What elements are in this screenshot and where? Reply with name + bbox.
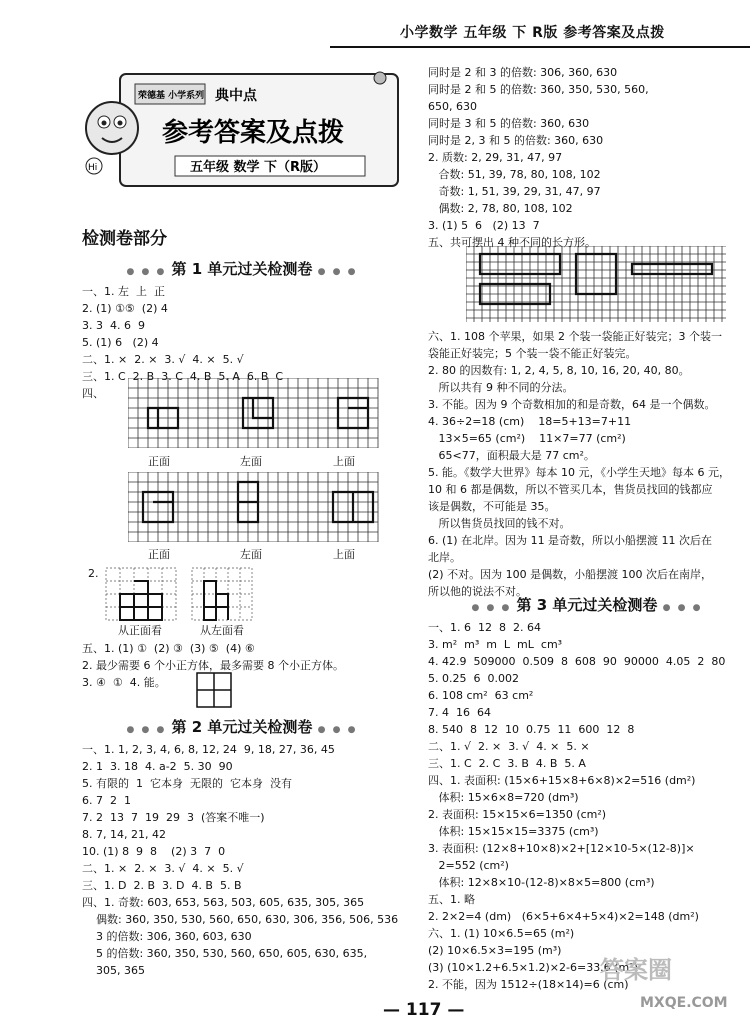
answer-line: 所以他的说法不对。	[428, 585, 527, 598]
right-mid	[428, 328, 746, 600]
answer-line: 二、1. √ 2. × 3. √ 4. × 5. ×	[428, 740, 590, 753]
answer-line: 2. 最少需要 6 个小正方体，最多需要 8 个小正方体。	[82, 659, 344, 672]
rectangles-grid	[466, 246, 734, 322]
answer-line: 三、1. C 2. B 3. C 4. B 5. A 6. B C	[82, 370, 284, 383]
answer-line: 北岸。	[428, 551, 461, 564]
answer-line: 袋能正好装完；5 个装一袋不能正好装完。	[428, 347, 637, 360]
view-label-top-2: 上面	[333, 548, 355, 561]
answer-line: 4. 42.9 509000 0.509 8 608 90 90000 4.05 2 80	[428, 655, 726, 668]
unit2-block	[82, 716, 402, 979]
answer-line: 合数: 51, 39, 78, 80, 108, 102	[428, 168, 601, 181]
view-label-left-2: 左面	[240, 548, 262, 561]
banner-title: 参考答案及点拨	[162, 118, 345, 148]
answer-line: 3. (1) 5 6 (2) 13 7	[428, 219, 540, 232]
answer-line: 偶数: 360, 350, 530, 560, 650, 630, 306, 356, 506, 536	[82, 913, 399, 926]
answer-line: 2. 1 3. 18 4. a-2 5. 30 90	[82, 760, 233, 773]
left-column	[82, 228, 402, 402]
answer-line: 2. 2×2=4 (dm) (6×5+6×4+5×4)×2=148 (dm²)	[428, 910, 699, 923]
answer-banner	[80, 66, 402, 192]
answer-line: 5 的倍数: 360, 350, 530, 560, 650, 605, 630, 635,	[82, 947, 368, 960]
answer-line: 6. 7 2 1	[82, 794, 131, 807]
answer-line: 650, 630	[428, 100, 477, 113]
view-label-top: 上面	[333, 455, 355, 468]
answer-line: 3 的倍数: 306, 360, 603, 630	[82, 930, 252, 943]
q2-view-front: 从正面看	[118, 624, 162, 637]
watermark-url: MXQE.COM	[640, 995, 728, 1011]
answer-line: 6. (1) 在北岸。因为 11 是奇数，所以小船摆渡 11 次后在	[428, 534, 713, 547]
answer-4-squares	[196, 672, 232, 708]
answer-line: 一、1. 左 上 正	[82, 285, 165, 298]
banner-subtitle: 五年级 数学 下（R版）	[190, 160, 327, 175]
answer-line: 一、1. 6 12 8 2. 64	[428, 621, 541, 634]
unit2-title: ● ● ● 第 2 单元过关检测卷 ● ● ●	[126, 718, 358, 736]
answer-line: (2) 10×6.5×3=195 (m³)	[428, 944, 562, 957]
answer-line: 2. 80 的因数有: 1, 2, 4, 5, 8, 10, 16, 20, 40, 80。	[428, 364, 690, 377]
answer-line: 五、共可摆出 4 种不同的长方形。	[428, 236, 596, 249]
answer-line: 六、1. 108 个苹果，如果 2 个装一袋能正好装完；3 个装一	[428, 330, 722, 343]
answer-line: 7. 4 16 64	[428, 706, 491, 719]
answer-line: 同时是 2, 3 和 5 的倍数: 360, 630	[428, 134, 604, 147]
answer-line: 305, 365	[82, 964, 145, 977]
right-top	[428, 64, 746, 251]
answer-line: 同时是 2 和 3 的倍数: 306, 360, 630	[428, 66, 618, 79]
q2-dotted-grids	[104, 566, 264, 622]
answer-line: 2. (1) ①⑤ (2) 4	[82, 302, 168, 315]
answer-line: 3. m² m³ m L mL cm³	[428, 638, 563, 651]
header-rule	[330, 46, 750, 48]
answer-line: 奇数: 1, 51, 39, 29, 31, 47, 97	[428, 185, 601, 198]
answer-line: 所以售货员找回的钱不对。	[428, 517, 571, 530]
answer-line: 二、1. × 2. × 3. √ 4. × 5. √	[82, 862, 244, 875]
watermark: 答案圈	[600, 956, 672, 984]
answer-line: 65<77，面积最大是 77 cm²。	[428, 449, 595, 462]
answer-line: 2. 质数: 2, 29, 31, 47, 97	[428, 151, 563, 164]
answer-line: 体积: 15×6×8=720 (dm³)	[428, 791, 579, 804]
view-label-left: 左面	[240, 455, 262, 468]
answer-line: 四、1. 奇数: 603, 653, 563, 503, 605, 635, 305, 365	[82, 896, 365, 909]
answer-line: 6. 108 cm² 63 cm²	[428, 689, 534, 702]
answer-line: 3. 表面积: (12×8+10×8)×2+[12×10-5×(12-8)]×	[428, 842, 695, 855]
answer-line: 8. 540 8 12 10 0.75 11 600 12 8	[428, 723, 635, 736]
answer-line: 同时是 2 和 5 的倍数: 360, 350, 530, 560,	[428, 83, 649, 96]
unit3-block	[428, 594, 746, 993]
q2-label: 2.	[88, 567, 99, 580]
answer-line: 2. 表面积: 15×15×6=1350 (cm²)	[428, 808, 607, 821]
mascot-label: Hi	[88, 163, 98, 173]
banner-tag: 典中点	[215, 88, 257, 104]
answer-line: 5. 有限的 1 它本身 无限的 它本身 没有	[82, 777, 292, 790]
view-label-front-2: 正面	[148, 548, 170, 561]
answer-line: 2. 不能，因为 1512÷(18×14)=6 (cm)	[428, 978, 629, 991]
answer-line: 六、1. (1) 10×6.5=65 (m²)	[428, 927, 575, 940]
answer-line: 所以共有 9 种不同的分法。	[428, 381, 574, 394]
page-header: 小学数学 五年级 下 R版 参考答案及点拨	[400, 25, 665, 41]
unit1-title: ● ● ● 第 1 单元过关检测卷 ● ● ●	[126, 260, 358, 278]
answer-line: 8. 7, 14, 21, 42	[82, 828, 166, 841]
answer-line: 10. (1) 8 9 8 (2) 3 7 0	[82, 845, 226, 858]
answer-line: 10 和 6 都是偶数，所以不管买几本，售货员找回的钱都应	[428, 483, 713, 496]
answer-line: 五、1. 略	[428, 893, 475, 906]
page-number: — 117 —	[383, 1000, 465, 1020]
view-grid-2	[128, 472, 388, 542]
answer-line: 7. 2 13 7 19 29 3 (答案不唯一)	[82, 811, 265, 824]
answer-line: 一、1. 1, 2, 3, 4, 6, 8, 12, 24 9, 18, 27, 36, 45	[82, 743, 335, 756]
answer-line: 四、1. 表面积: (15×6+15×8+6×8)×2=516 (dm²)	[428, 774, 696, 787]
answer-line: 三、1. C 2. C 3. B 4. B 5. A	[428, 757, 586, 770]
answer-line: 偶数: 2, 78, 80, 108, 102	[428, 202, 573, 215]
answer-line: (3) (10×1.2+6.5×1.2)×2-6=33.6 (m²)	[428, 961, 638, 974]
answer-line: 四、	[82, 387, 104, 400]
answer-line: 2=552 (cm²)	[428, 859, 509, 872]
answer-line: 体积: 15×15×15=3375 (cm³)	[428, 825, 599, 838]
answer-line: 3. ④ ① 4. 能。	[82, 676, 166, 689]
view-grid-1	[128, 378, 388, 448]
pin-icon	[374, 72, 386, 84]
answer-line: 3. 不能。因为 9 个奇数相加的和是奇数，64 是一个偶数。	[428, 398, 716, 411]
answer-line: 4. 36÷2=18 (cm) 18=5+13=7+11	[428, 415, 632, 428]
answer-line: 该是偶数，不可能是 35。	[428, 500, 556, 513]
answer-line: 五、1. (1) ① (2) ③ (3) ⑤ (4) ⑥	[82, 642, 255, 655]
answer-line: 5. (1) 6 (2) 4	[82, 336, 159, 349]
unit3-title: ● ● ● 第 3 单元过关检测卷 ● ● ●	[471, 596, 703, 614]
answer-line: 三、1. D 2. B 3. D 4. B 5. B	[82, 879, 242, 892]
answer-line: 同时是 3 和 5 的倍数: 360, 630	[428, 117, 590, 130]
answer-line: 二、1. × 2. × 3. √ 4. × 5. √	[82, 353, 244, 366]
section-title: 检测卷部分	[82, 229, 167, 249]
banner-brand: 荣德基 小学系列	[138, 91, 205, 101]
answer-line: 3. 3 4. 6 9	[82, 319, 145, 332]
answer-line: (2) 不对。因为 100 是偶数，小船摆渡 100 次后在南岸，	[428, 568, 713, 581]
answer-line: 体积: 12×8×10-(12-8)×8×5=800 (cm³)	[428, 876, 655, 889]
answer-line: 13×5=65 (cm²) 11×7=77 (cm²)	[428, 432, 626, 445]
answer-line: 5. 0.25 6 0.002	[428, 672, 519, 685]
answer-line: 5. 能。《数学大世界》每本 10 元，《小学生天地》每本 6 元，	[428, 466, 730, 479]
view-label-front: 正面	[148, 455, 170, 468]
q2-view-left: 从左面看	[200, 624, 244, 637]
unit1-after	[82, 640, 402, 691]
